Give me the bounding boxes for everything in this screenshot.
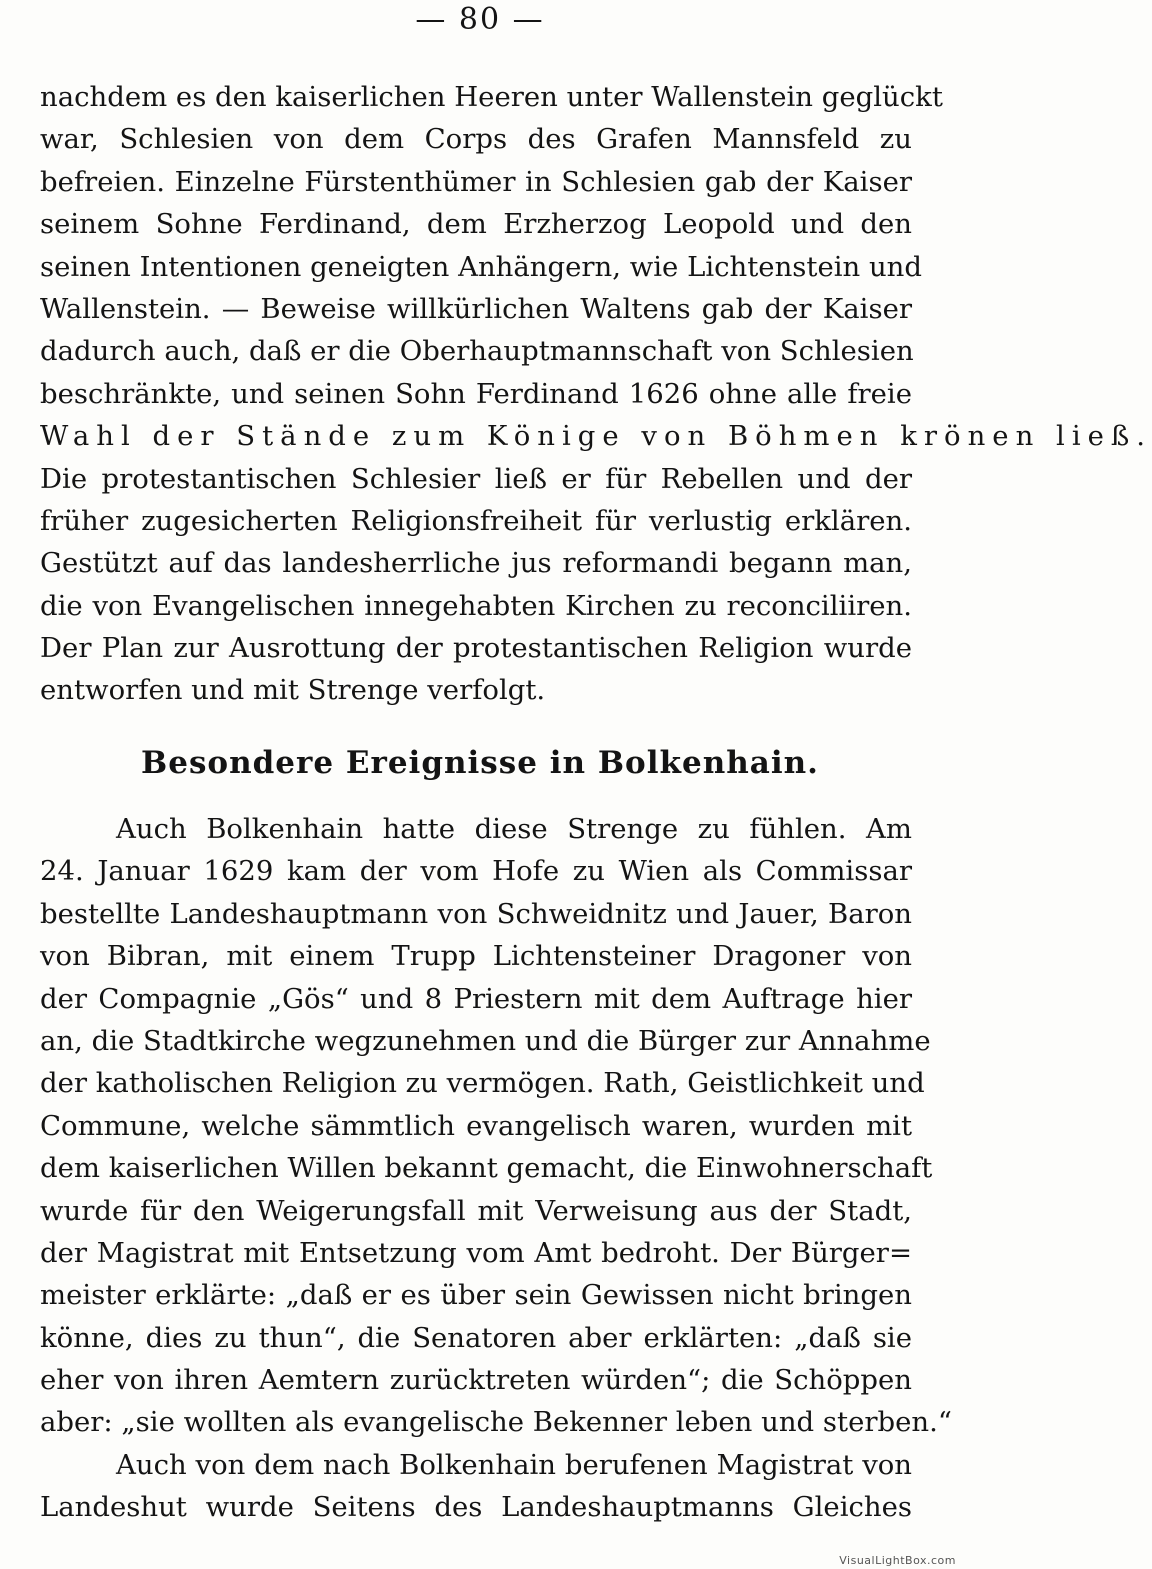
text-line: könne, dies zu thun“, die Senatoren aber erklärten: „daß sie <box>40 1321 912 1354</box>
section-heading: Besondere Ereignisse in Bolkenhain. <box>141 745 819 781</box>
text-line: der Compagnie „Gös“ und 8 Priestern mit dem Auftrage hier <box>40 982 912 1015</box>
text-line: nachdem es den kaiserlichen Heeren unter Wallenstein geglückt <box>40 81 943 113</box>
text-line: dadurch auch, daß er die Oberhauptmannschaft von Schlesien <box>40 335 914 368</box>
text-line: eher von ihren Aemtern zurücktreten würden“; die Schöppen <box>40 1364 912 1397</box>
text-line: der katholischen Religion zu vermögen. Rath, Geistlichkeit und <box>40 1067 925 1100</box>
text-line: Wallenstein. — Beweise willkürlichen Waltens gab der Kaiser <box>40 292 912 325</box>
text-line: Der Plan zur Ausrottung der protestantischen Religion wurde <box>40 632 912 665</box>
text-line: von Bibran, mit einem Trupp Lichtensteiner Dragoner von <box>40 940 912 973</box>
text-line: an, die Stadtkirche wegzunehmen und die Bürger zur Annahme <box>40 1024 931 1057</box>
text-line: Gestützt auf das landesherrliche jus reformandi begann man, <box>40 547 912 580</box>
text-line: Wahl der Stände zum Könige von Böhmen krönen ließ. <box>40 420 1152 453</box>
text-line: seinen Intentionen geneigten Anhängern, wie Lichtenstein und <box>40 250 922 283</box>
text-line: 24. Januar 1629 kam der vom Hofe zu Wien als Commissar <box>40 855 912 888</box>
page-number: — 80 — <box>415 2 545 37</box>
text-line: früher zugesicherten Religionsfreiheit für verlustig erklären. <box>40 504 912 537</box>
text-line: Die protestantischen Schlesier ließ er für Rebellen und der <box>40 462 912 495</box>
text-line: seinem Sohne Ferdinand, dem Erzherzog Leopold und den <box>40 208 912 241</box>
text-line: meister erklärte: „daß er es über sein Gewissen nicht bringen <box>40 1279 912 1312</box>
text-line: Landeshut wurde Seitens des Landeshauptmanns Gleiches <box>40 1491 912 1524</box>
watermark-text: VisualLightBox.com <box>839 1554 956 1567</box>
text-line: entworfen und mit Strenge verfolgt. <box>40 674 546 707</box>
text-line: aber: „sie wollten als evangelische Bekenner leben und sterben.“ <box>40 1406 952 1439</box>
text-line: Commune, welche sämmtlich evangelisch waren, wurden mit <box>40 1109 912 1142</box>
paragraph-events <box>40 808 952 1529</box>
paragraph-intro <box>40 76 1152 712</box>
text-line: dem kaiserlichen Willen bekannt gemacht, die Einwohnerschaft <box>40 1152 933 1185</box>
text-line: beschränkte, und seinen Sohn Ferdinand 1626 ohne alle freie <box>40 377 912 410</box>
text-line: die von Evangelischen innegehabten Kirchen zu reconciliiren. <box>40 589 912 622</box>
text-line: bestellte Landeshauptmann von Schweidnitz und Jauer, Baron <box>40 897 912 930</box>
text-line: war, Schlesien von dem Corps des Grafen Mannsfeld zu <box>40 123 912 156</box>
text-line: der Magistrat mit Entsetzung vom Amt bedroht. Der Bürger= <box>40 1236 912 1269</box>
text-line: wurde für den Weigerungsfall mit Verweisung aus der Stadt, <box>40 1194 912 1227</box>
text-line: befreien. Einzelne Fürstenthümer in Schlesien gab der Kaiser <box>40 165 912 198</box>
text-line: Auch Bolkenhain hatte diese Strenge zu fühlen. Am <box>116 813 912 845</box>
text-line: Auch von dem nach Bolkenhain berufenen Magistrat von <box>116 1448 912 1481</box>
